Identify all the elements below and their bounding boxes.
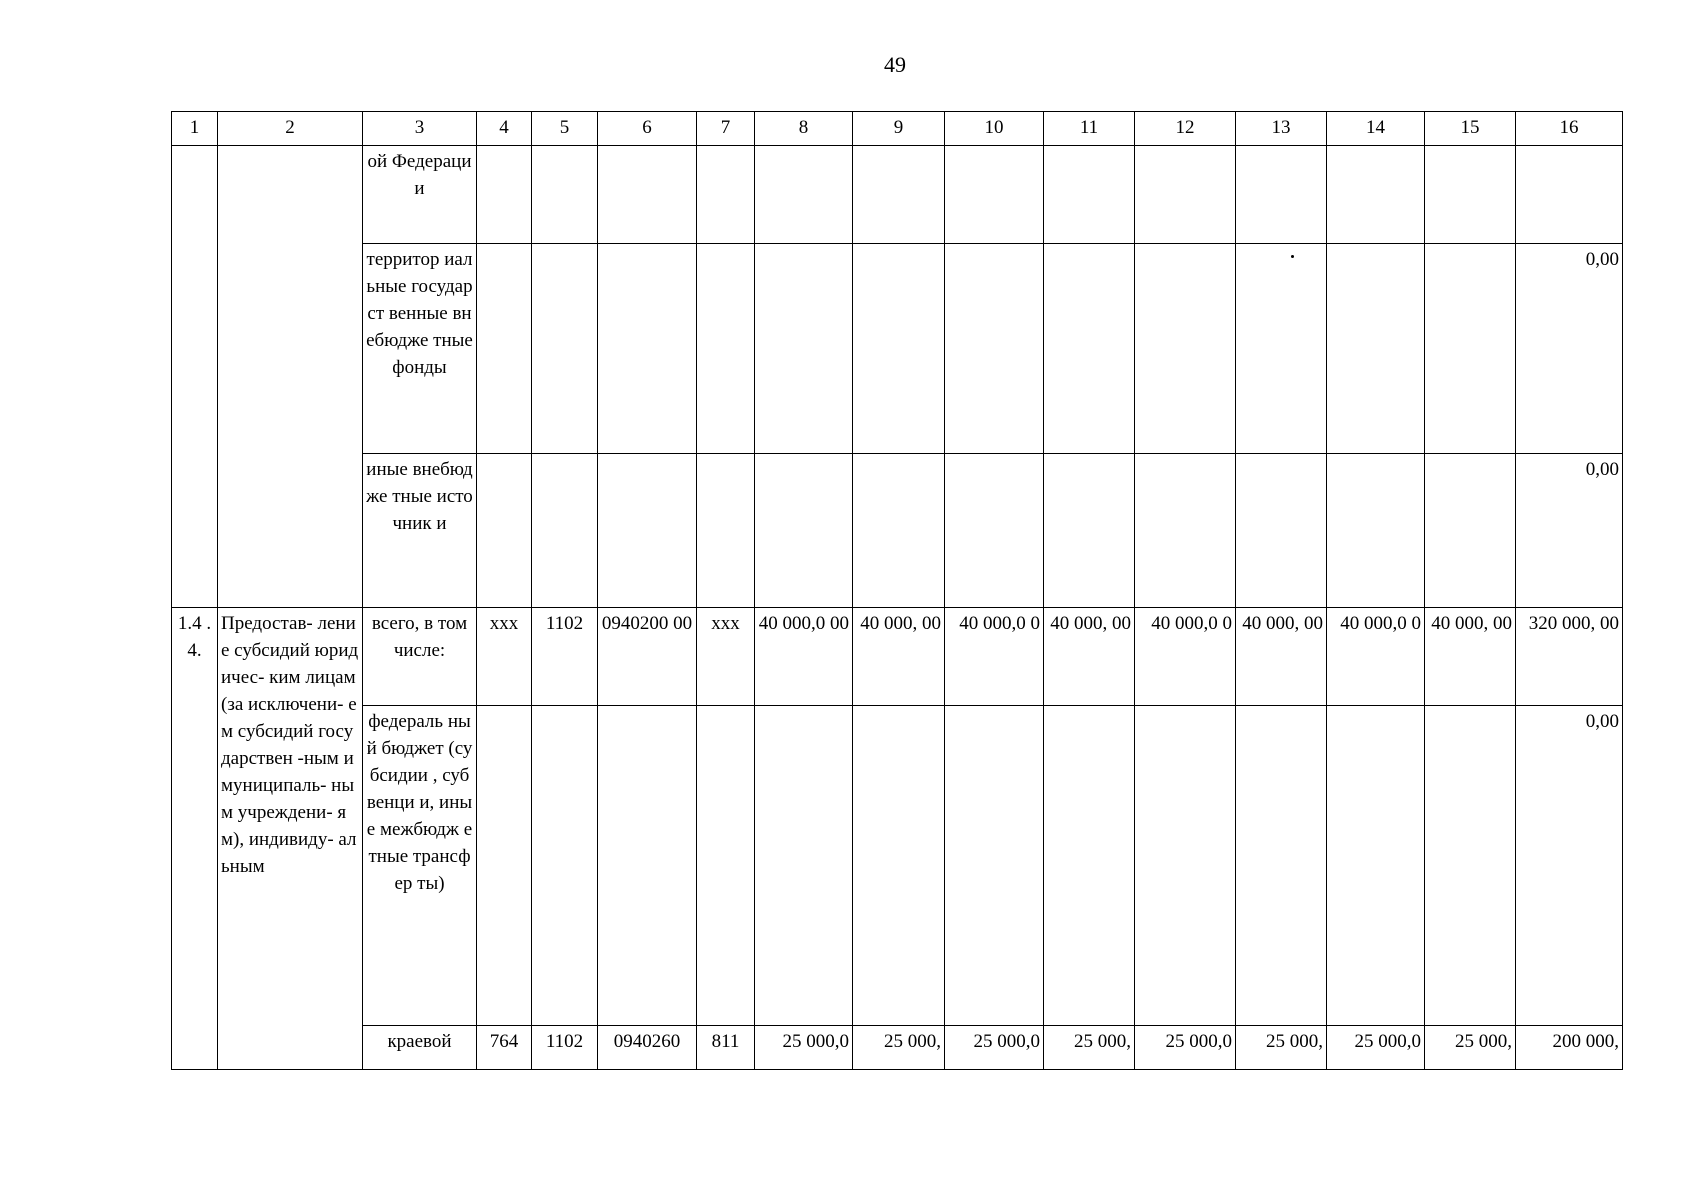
table-cell xyxy=(532,454,598,608)
table-cell xyxy=(598,454,697,608)
table-cell xyxy=(477,454,532,608)
table-cell xyxy=(1236,146,1327,244)
table-cell xyxy=(1327,244,1425,454)
table-cell xyxy=(1327,146,1425,244)
table-row xyxy=(172,608,1623,706)
table-cell xyxy=(697,244,755,454)
column-header: 2 xyxy=(218,112,363,146)
table-cell xyxy=(1516,146,1623,244)
table-cell xyxy=(853,146,945,244)
funding-source-cell: краевой xyxy=(363,1026,477,1070)
table-cell xyxy=(1044,244,1135,454)
table-cell xyxy=(598,706,697,1026)
amount-cell: 40 000, 00 xyxy=(853,608,945,706)
column-header: 9 xyxy=(853,112,945,146)
table-cell xyxy=(755,454,853,608)
table-row xyxy=(172,706,1623,1026)
table-cell xyxy=(1044,146,1135,244)
column-header: 10 xyxy=(945,112,1044,146)
table-cell xyxy=(697,146,755,244)
table-cell xyxy=(1135,244,1236,454)
total-cell: 200 000, xyxy=(1516,1026,1623,1070)
table-cell: ххх xyxy=(697,608,755,706)
table-cell: 1102 xyxy=(532,608,598,706)
amount-cell: 25 000,0 xyxy=(1135,1026,1236,1070)
table-cell xyxy=(1044,706,1135,1026)
total-cell: 0,00 xyxy=(1516,706,1623,1026)
table-cell xyxy=(945,146,1044,244)
scan-speck xyxy=(1291,255,1294,258)
total-cell: 0,00 xyxy=(1516,244,1623,454)
table-cell xyxy=(1135,146,1236,244)
amount-cell: 25 000,0 xyxy=(945,1026,1044,1070)
table-cell xyxy=(1135,706,1236,1026)
table-cell xyxy=(945,706,1044,1026)
funding-source-cell: территор иальные государст венные внебюдже тные фонды xyxy=(363,244,477,454)
table-cell: 811 xyxy=(697,1026,755,1070)
table-cell xyxy=(477,244,532,454)
table-cell xyxy=(755,706,853,1026)
table-cell xyxy=(1425,146,1516,244)
item-number-cell: 1.4 .4. xyxy=(172,608,218,1070)
amount-cell: 25 000,0 xyxy=(1327,1026,1425,1070)
column-header: 13 xyxy=(1236,112,1327,146)
table-cell: ххх xyxy=(477,608,532,706)
column-header: 8 xyxy=(755,112,853,146)
column-header: 4 xyxy=(477,112,532,146)
table-cell xyxy=(1327,706,1425,1026)
amount-cell: 40 000, 00 xyxy=(1236,608,1327,706)
column-header: 14 xyxy=(1327,112,1425,146)
table-cell xyxy=(853,706,945,1026)
item-description-cell: Предостав- ление субсидий юридичес- ким лицам (за исключени- ем субсидий государствен -ным и муниципаль- ным учреждени- ям), индивиду- альным xyxy=(218,608,363,1070)
table-cell: 0940200 00 xyxy=(598,608,697,706)
table-row xyxy=(172,1026,1623,1070)
table-cell xyxy=(477,146,532,244)
table-row xyxy=(172,244,1623,454)
table-cell xyxy=(1236,244,1327,454)
amount-cell: 40 000, 00 xyxy=(1044,608,1135,706)
funding-source-cell: всего, в том числе: xyxy=(363,608,477,706)
funding-source-cell: федераль ный бюджет (субсидии , субвенци и, иные межбюдж етные трансфер ты) xyxy=(363,706,477,1026)
table-cell xyxy=(945,244,1044,454)
amount-cell: 25 000, xyxy=(853,1026,945,1070)
amount-cell: 40 000,0 0 xyxy=(1135,608,1236,706)
table-cell xyxy=(532,706,598,1026)
table-header-row xyxy=(172,112,1623,146)
table-cell xyxy=(755,244,853,454)
table-cell xyxy=(755,146,853,244)
table-cell xyxy=(598,244,697,454)
total-cell: 320 000, 00 xyxy=(1516,608,1623,706)
amount-cell: 25 000, xyxy=(1236,1026,1327,1070)
table-cell xyxy=(477,706,532,1026)
table-cell xyxy=(697,706,755,1026)
table-cell xyxy=(853,454,945,608)
table-cell xyxy=(1327,454,1425,608)
column-header: 3 xyxy=(363,112,477,146)
amount-cell: 25 000,0 xyxy=(755,1026,853,1070)
column-header: 5 xyxy=(532,112,598,146)
page-number: 49 xyxy=(884,52,906,77)
column-header: 16 xyxy=(1516,112,1623,146)
table-cell xyxy=(1044,454,1135,608)
table-cell xyxy=(172,146,218,608)
funding-source-cell: иные внебюдже тные источник и xyxy=(363,454,477,608)
table-cell xyxy=(853,244,945,454)
table-cell xyxy=(1236,706,1327,1026)
column-header: 1 xyxy=(172,112,218,146)
table-cell xyxy=(1425,244,1516,454)
column-header: 6 xyxy=(598,112,697,146)
table-cell xyxy=(1425,454,1516,608)
column-header: 15 xyxy=(1425,112,1516,146)
table-cell xyxy=(945,454,1044,608)
table-cell: 0940260 xyxy=(598,1026,697,1070)
amount-cell: 40 000, 00 xyxy=(1425,608,1516,706)
column-header: 11 xyxy=(1044,112,1135,146)
table-cell xyxy=(218,146,363,608)
amount-cell: 40 000,0 0 xyxy=(1327,608,1425,706)
column-header: 12 xyxy=(1135,112,1236,146)
table-cell xyxy=(598,146,697,244)
table-cell xyxy=(697,454,755,608)
table-row xyxy=(172,454,1623,608)
total-cell: 0,00 xyxy=(1516,454,1623,608)
table-cell: 1102 xyxy=(532,1026,598,1070)
funding-source-cell: ой Федераци и xyxy=(363,146,477,244)
table-cell xyxy=(1135,454,1236,608)
amount-cell: 40 000,0 00 xyxy=(755,608,853,706)
amount-cell: 40 000,0 0 xyxy=(945,608,1044,706)
budget-table xyxy=(171,111,1623,1070)
table-cell xyxy=(1236,454,1327,608)
amount-cell: 25 000, xyxy=(1044,1026,1135,1070)
column-header: 7 xyxy=(697,112,755,146)
table-cell xyxy=(532,146,598,244)
amount-cell: 25 000, xyxy=(1425,1026,1516,1070)
table-cell: 764 xyxy=(477,1026,532,1070)
table-cell xyxy=(532,244,598,454)
table-row xyxy=(172,146,1623,244)
table-cell xyxy=(1425,706,1516,1026)
